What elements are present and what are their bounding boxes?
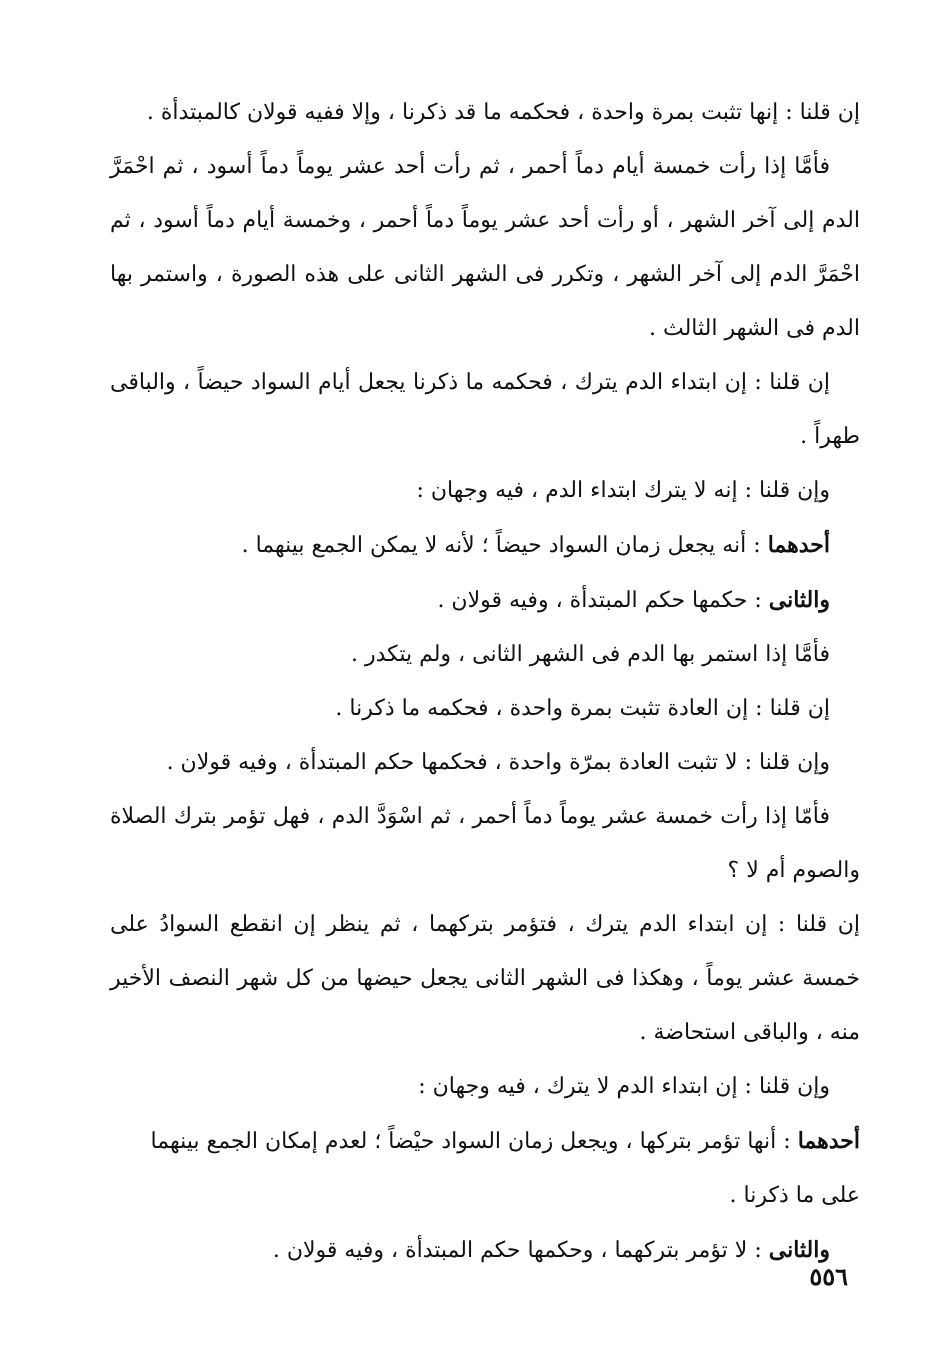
paragraph-lead-word: والثانى (768, 587, 830, 613)
paragraph-11: إن قلنا : إن ابتداء الدم يترك ، فتؤمر بتركهما ، ثم ينظر إن انقطع السوادُ على خمسة عشر يوماً ، وهكذا فى الشهر الثانى يجعل حيضها من كل شهر النصف الأخير منه ، والباقى استحاضة . (110, 912, 860, 1045)
paragraph-10: فأمّا إذا رأت خمسة عشر يوماً دماً أحمر ، ثم اسْوَدَّ الدم ، فهل تؤمر بترك الصلاة والصوم أم لا ؟ (110, 804, 860, 883)
paragraph-text: : لا تؤمر بتركهما ، وحكمها حكم المبتدأة ، وفيه قولان . (272, 1238, 769, 1263)
paragraph-lead-word: والثانى (768, 1237, 830, 1263)
page-number: ٥٥٦ (809, 1262, 848, 1291)
paragraph-text: : أنها تؤمر بتركها ، ويجعل زمان السواد حيْضاً ؛ لعدم إمكان الجمع بينهما على ما ذكرنا . (150, 1129, 860, 1208)
paragraph-1: إن قلنا : إنها تثبت بمرة واحدة ، فحكمه ما قد ذكرنا ، وإلا ففيه قولان كالمبتدأة . (146, 100, 860, 125)
paragraph-3: إن قلنا : إن ابتداء الدم يترك ، فحكمه ما ذكرنا يجعل أيام السواد حيضاً ، والباقى طهراً . (110, 370, 860, 449)
paragraph-8: إن قلنا : إن العادة تثبت بمرة واحدة ، فحكمه ما ذكرنا . (335, 696, 830, 721)
paragraph-2: فأمَّا إذا رأت خمسة أيام دماً أحمر ، ثم رأت أحد عشر يوماً دماً أسود ، ثم احْمَرَّ الدم إلى آخر الشهر ، أو رأت أحد عشر يوماً دماً أحمر ، وخمسة أيام دماً أسود ، ثم احْمَرَّ الدم إلى آخر الشهر ، وتكرر فى الشهر الثانى على هذه الصورة ، واستمر بها الدم فى الشهر الثالث . (110, 154, 860, 341)
paragraph-12: وإن قلنا : إن ابتداء الدم لا يترك ، فيه وجهان : (418, 1074, 830, 1099)
paragraph-13 (110, 1114, 860, 1223)
paragraph-6 (110, 573, 860, 628)
paragraph-7: فأمَّا إذا استمر بها الدم فى الشهر الثانى ، ولم يتكدر . (351, 642, 830, 667)
paragraph-4: وإن قلنا : إنه لا يترك ابتداء الدم ، فيه وجهان : (416, 478, 830, 503)
paragraph-lead-word: أحدهما (797, 1128, 860, 1154)
paragraph-text: : أنه يجعل زمان السواد حيضاً ؛ لأنه لا يمكن الجمع بينهما . (241, 533, 768, 558)
page-body (110, 86, 860, 1278)
paragraph-5 (110, 518, 860, 573)
paragraph-9: وإن قلنا : لا تثبت العادة بمرّة واحدة ، فحكمها حكم المبتدأة ، وفيه قولان . (166, 750, 830, 775)
paragraph-14 (110, 1223, 860, 1278)
paragraph-text: : حكمها حكم المبتدأة ، وفيه قولان . (437, 588, 769, 613)
paragraph-lead-word: أحدهما (767, 532, 830, 558)
